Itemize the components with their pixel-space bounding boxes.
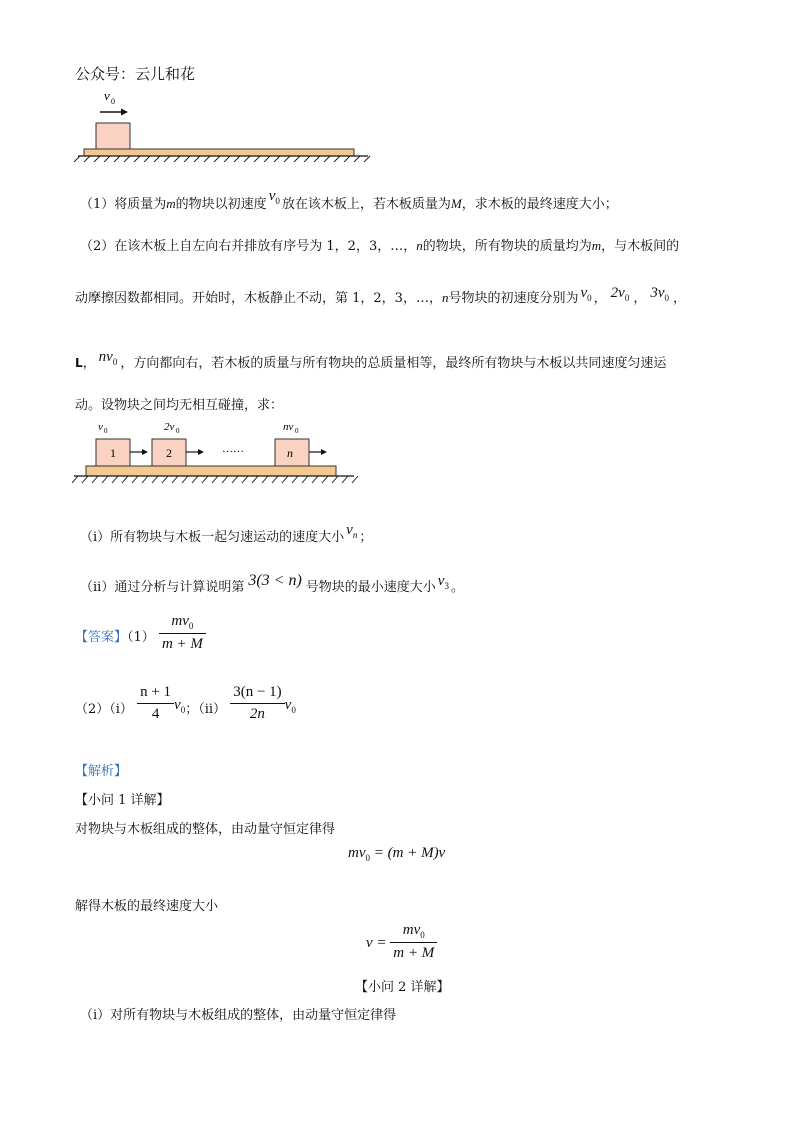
fig1-board	[84, 149, 354, 156]
equation-momentum: $mv_0 = (m + M)v$	[348, 845, 446, 863]
sub-ii-expr: 3(3 < n)	[248, 572, 302, 589]
answer-tag: 【答案】	[75, 629, 128, 645]
q2-sep-4: ，	[82, 356, 96, 371]
question-2-line-1	[80, 235, 679, 254]
answer-p2ii-fraction: $\frac{3(n - 1)}{2n}$	[230, 684, 284, 723]
answer-p1-fraction: $\frac{mv_0}{m + M}$	[159, 613, 206, 653]
sub-question-ii	[80, 572, 464, 597]
analysis-s1-title: 【小问 1 详解】	[75, 793, 170, 808]
figure-block-on-board	[72, 86, 372, 162]
sub-question-i	[80, 522, 373, 547]
q2-line3-lead: L	[75, 356, 83, 370]
q1-v0: $v_0$	[268, 188, 280, 206]
fig1-block	[96, 123, 130, 149]
question-2-line-2	[75, 287, 686, 308]
fig2-arrow-2-head	[198, 449, 204, 455]
analysis-tag: 【解析】	[75, 764, 128, 779]
fig2-label-nv0-sub: 0	[295, 427, 299, 435]
q1-text-b: 的物块以初速度	[175, 197, 267, 212]
fig2-block-2-label: 2	[166, 446, 172, 460]
equation-final-velocity: v = $\frac{mv_0}{m + M}$	[366, 922, 437, 962]
answer-p2ii-v: $v_0$	[284, 697, 296, 715]
question-1	[80, 188, 618, 214]
q2-sep-2: ，	[633, 291, 647, 306]
q2-line2-a: 动摩擦因数都相同。开始时，木板静止不动，第 1，2，3，…，	[75, 291, 442, 306]
q2-line1-c: ，与木板间的	[601, 239, 680, 254]
answer-p2i-fraction: $\frac{n + 1}{4}$	[137, 684, 174, 723]
q2-n-2: n	[441, 290, 449, 305]
fig1-ground-hatch	[74, 156, 370, 162]
analysis-s2-line1: （i）对所有物块与木板组成的整体，由动量守恒定律得	[80, 1008, 397, 1023]
q2-v1: $v_0$	[580, 285, 592, 303]
fig2-label-v0: v	[98, 421, 103, 433]
figure-blocks-row	[72, 415, 362, 493]
fig2-arrow-n-head	[321, 449, 327, 455]
fig2-dots: ……	[222, 443, 244, 455]
sub-i-vn: $v_n$	[346, 522, 358, 540]
fig2-block-n-label: n	[287, 446, 293, 460]
answer-semicolon: ；	[185, 702, 199, 717]
fig2-ground-hatch	[72, 476, 358, 483]
fig2-label-v0-sub: 0	[104, 427, 108, 435]
q2-v3: $3v_0$	[650, 285, 670, 303]
q1-M: M	[450, 196, 462, 211]
answer-part-1	[75, 613, 206, 653]
question-2-line-3	[75, 349, 667, 373]
fig1-velocity-sub: 0	[111, 97, 115, 106]
q1-text-d: ，求木板的最终速度大小；	[461, 197, 618, 212]
answer-p2ii-label: （ii）	[198, 702, 227, 717]
q1-m: m	[166, 196, 176, 211]
analysis-s1-line1: 对物块与木板组成的整体，由动量守恒定律得	[75, 822, 336, 837]
fig2-board	[86, 466, 336, 476]
sub-i-text-a: （i）所有物块与木板一起匀速运动的速度大小	[80, 530, 345, 545]
fig1-arrow-head	[121, 109, 128, 116]
sub-ii-text-b: 号物块的最小速度大小	[305, 580, 436, 595]
fig2-arrow-1-head	[142, 449, 148, 455]
answer-part-2	[75, 684, 296, 723]
sub-ii-v3: $v_3$	[437, 573, 449, 591]
fig2-label-nv0: nv	[283, 421, 294, 433]
question-2-line-4: 动。设物块之间均无相互碰撞，求：	[75, 398, 284, 413]
answer-p2i-v: $v_0$	[174, 697, 186, 715]
page-header: 公众号：云儿和花	[75, 65, 196, 83]
q2-v2: $2v_0$	[610, 285, 630, 303]
sub-i-text-b: ；	[359, 530, 373, 545]
q1-text-c: 放在该木板上，若木板质量为	[281, 197, 451, 212]
sub-ii-text-a: （ii）通过分析与计算说明第	[80, 580, 245, 595]
analysis-s1-line2: 解得木板的最终速度大小	[75, 899, 219, 914]
q2-line1-b: 的物块，所有物块的质量均为	[422, 239, 592, 254]
q2-line2-b: 号物块的初速度分别为	[448, 291, 579, 306]
analysis-s2-title: 【小问 2 详解】	[355, 980, 450, 995]
fig2-block-1-label: 1	[110, 446, 116, 460]
q1-text-a: （1）将质量为	[80, 197, 167, 212]
fig1-velocity-label: v	[104, 88, 110, 103]
sub-ii-text-c: 。	[450, 580, 464, 595]
q2-sep-1: ，	[593, 291, 607, 306]
answer-p2-label: （2）（i）	[75, 702, 133, 717]
q2-line3-text: ，方向都向右，若木板的质量与所有物块的总质量相等，最终所有物块与木板以共同速度匀速运	[120, 356, 667, 371]
q2-sep-3: ，	[673, 291, 687, 306]
q2-m: m	[591, 238, 602, 253]
q2-line1-a: （2）在该木板上自左向右并排放有序号为 1，2，3，…，	[80, 239, 417, 254]
answer-p1-label: （1）	[127, 629, 155, 645]
fig2-label-2v0-sub: 0	[176, 427, 180, 435]
fig2-label-2v0: 2v	[164, 421, 175, 433]
q2-n: n	[416, 238, 423, 253]
q2-vn: $nv_0$	[98, 349, 118, 367]
